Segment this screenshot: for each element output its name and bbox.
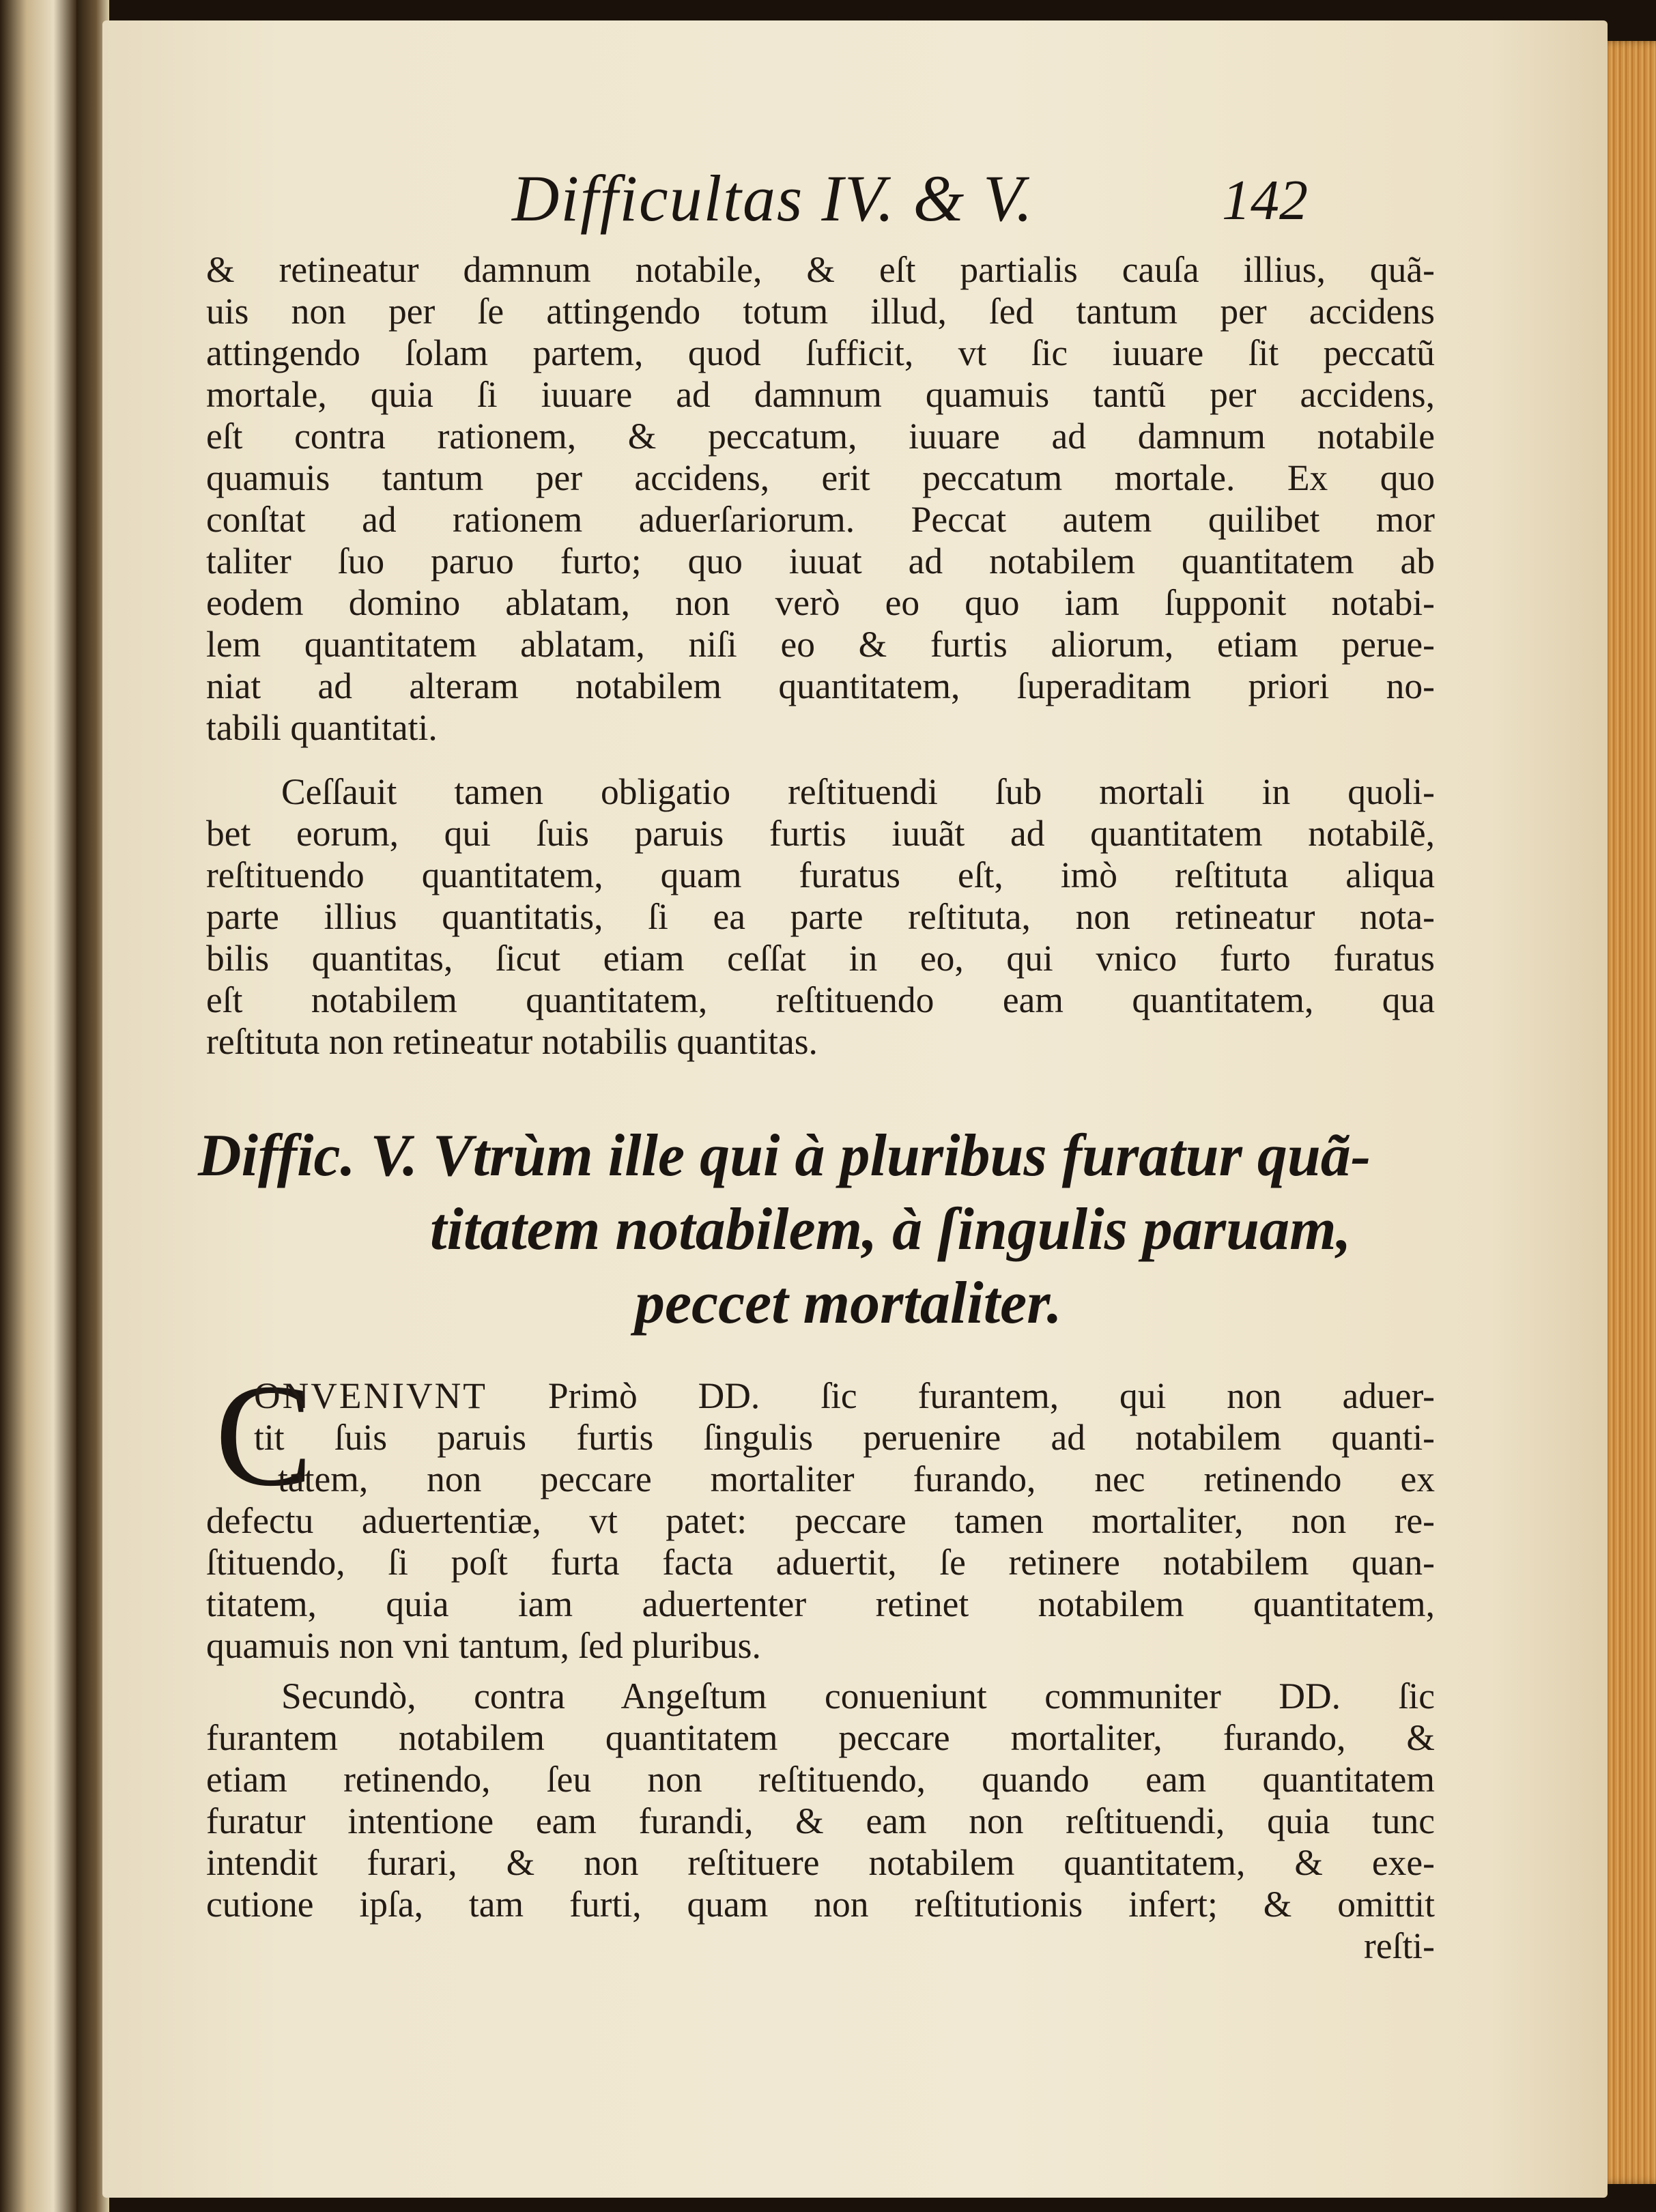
text-line: quamuis tantum per accidens, erit peccatum mortale. Ex quo [206, 457, 1435, 498]
page-number: 142 [1222, 169, 1308, 232]
text-line: Secundò, contra Angeſtum conueniunt communiter DD. ſic [281, 1676, 1435, 1717]
text-line-first [206, 1375, 1435, 1417]
heading-line: peccet mortaliter. [635, 1270, 1062, 1336]
text-line: tatem, non peccare mortaliter furando, nec retinendo ex [278, 1459, 1435, 1499]
text-line: parte illius quantitatis, ſi ea parte reſtituta, non retineatur nota- [206, 896, 1435, 937]
running-head [102, 160, 1608, 263]
text-line: mortale, quia ſi iuuare ad damnum quamuis tantũ per accidens, [206, 374, 1435, 415]
text-line: conſtat ad rationem aduerſariorum. Peccat autem quilibet mor [206, 499, 1435, 540]
paragraph-continuation [206, 249, 1435, 749]
book-page [102, 20, 1608, 2198]
heading-line: titatem notabilem, à ſingulis paruam, [430, 1196, 1352, 1263]
text-line: Ceſſauit tamen obligatio reſtituendi ſub mortali in quoli- [281, 771, 1435, 812]
first-word: ONVENIVNT [254, 1375, 487, 1416]
paragraph-cessauit [206, 771, 1435, 1063]
drop-cap: C [215, 1353, 313, 1517]
text-line: etiam retinendo, ſeu non reſtituendo, quando eam quantitatem [206, 1759, 1435, 1800]
text-line: bet eorum, qui ſuis paruis furtis iuuãt ad quantitatem notabilẽ, [206, 813, 1435, 854]
text-line: lem quantitatem ablatam, niſi eo & furtis aliorum, etiam perue- [206, 624, 1435, 665]
text-line: attingendo ſolam partem, quod ſufficit, vt ſic iuuare ſit peccatũ [206, 332, 1435, 373]
text-line: ſtituendo, ſi poſt furta facta aduertit, ſe retinere notabilem quan- [206, 1542, 1435, 1583]
text-line: niat ad alteram notabilem quantitatem, ſuperaditam priori no- [206, 665, 1435, 706]
text-line: quamuis non vni tantum, ſed pluribus. [206, 1625, 761, 1666]
text-line: titatem, quia iam aduertenter retinet notabilem quantitatem, [206, 1583, 1435, 1624]
text-line: furatur intentione eam furandi, & eam non reſtituendi, quia tunc [206, 1800, 1435, 1841]
first-line-rest: Primò DD. ſic furantem, qui non aduer- [487, 1375, 1435, 1416]
text-line: tit ſuis paruis furtis ſingulis peruenire ad notabilem quanti- [254, 1417, 1435, 1458]
catchword: reſti- [1364, 1925, 1435, 1966]
text-line: cutione ipſa, tam furti, quam non reſtitutionis infert; & omittit [206, 1884, 1435, 1925]
paragraph-secundo [206, 1676, 1435, 1967]
heading-line: Diffic. V. Vtrùm ille qui à pluribus furatur quã- [198, 1123, 1371, 1189]
text-line: bilis quantitas, ſicut etiam ceſſat in eo, qui vnico furto furatus [206, 938, 1435, 979]
facing-page-edge [0, 0, 76, 2212]
text-line: uis non per ſe attingendo totum illud, ſed tantum per accidens [206, 291, 1435, 332]
text-line: eſt contra rationem, & peccatum, iuuare ad damnum notabile [206, 416, 1435, 457]
text-line: taliter ſuo paruo furto; quo iuuat ad notabilem quantitatem ab [206, 541, 1435, 581]
paragraph-conueniunt [206, 1375, 1435, 1667]
text-line: reſtituta non retineatur notabilis quantitas. [206, 1021, 818, 1062]
text-line: tabili quantitati. [206, 707, 438, 748]
text-line: defectu aduertentiæ, vt patet: peccare tamen mortaliter, non re- [206, 1500, 1435, 1541]
running-head-title: Difficultas IV. & V. [512, 162, 1034, 235]
text-line: reſtituendo quantitatem, quam furatus eſt, imò reſtituta aliqua [206, 854, 1435, 895]
text-line: eſt notabilem quantitatem, reſtituendo eam quantitatem, qua [206, 979, 1435, 1020]
text-line: eodem domino ablatam, non verò eo quo iam ſupponit notabi- [206, 582, 1435, 623]
section-heading [198, 1119, 1440, 1340]
text-line: furantem notabilem quantitatem peccare mortaliter, furando, & [206, 1717, 1435, 1758]
text-line: & retineatur damnum notabile, & eſt partialis cauſa illius, quã- [206, 249, 1435, 290]
text-line: intendit furari, & non reſtituere notabilem quantitatem, & exe- [206, 1842, 1435, 1883]
